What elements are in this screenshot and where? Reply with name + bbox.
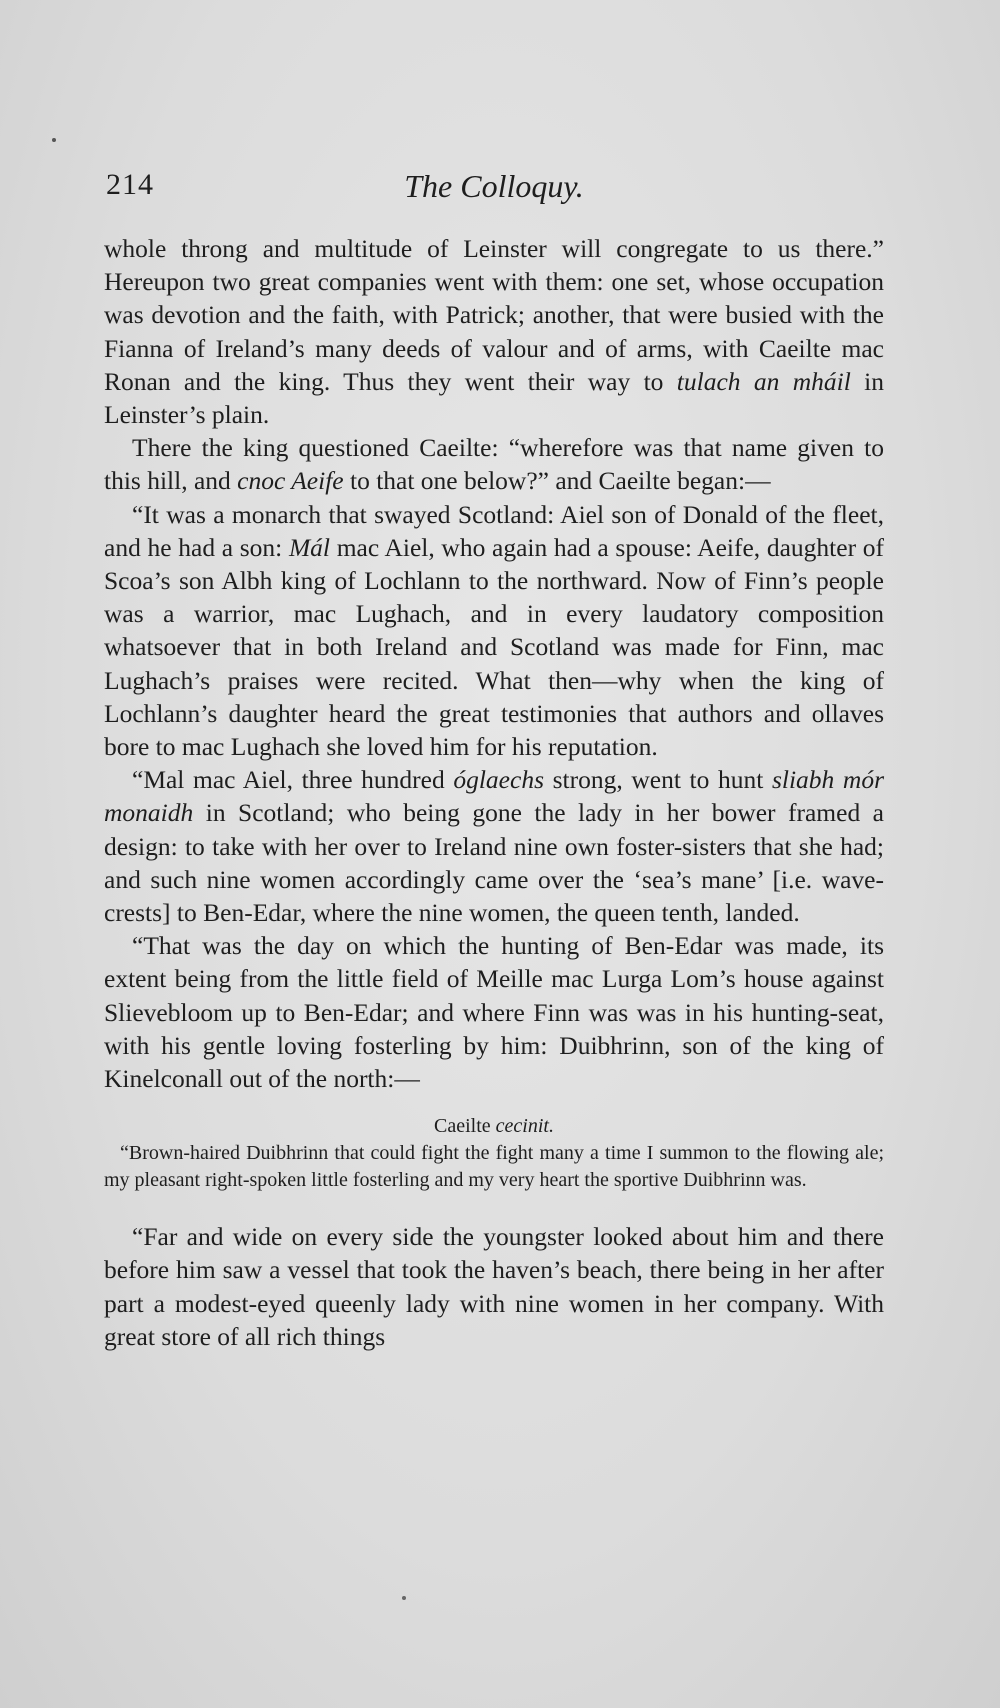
italic-term: Mál [288, 532, 331, 562]
paragraph-2 [104, 431, 884, 497]
speck-mark [52, 138, 56, 142]
text-run: whole throng and multitude of Leinster will congregate to us there.” Hereupon two great companies went with them: one set, whose occupation was devotion and the faith, with Patrick; another, that were busied with the Fianna of Ireland’s many deeds of valour and of arms, with Caeilte mac Ronan and the king. Thus they went their way to [104, 234, 884, 396]
italic-term: óglaechs [453, 765, 544, 795]
italic-term: sliabh mór monaidh [104, 765, 885, 828]
paragraph-3 [104, 498, 884, 764]
text-run: mac Aiel, who again had a spouse: Aeife, daughter of Scoa’s son Albh king of Lochlann to the northward. Now of Finn’s people was a warrior, mac Lughach, and in every laudatory composition whatsoever that in both Ireland and Scotland was made for Finn, mac Lughach’s praises were recited. What then—why when the king of Lochlann’s daughter heard the great testimonies that authors and ollaves bore to mac Lughach she loved him for his reputation. [104, 532, 884, 762]
verse-text: “Brown-haired Duibhrinn that could fight the fight many a time I summon to the flowing ale; my pleasant right-spoken little fosterling and my very heart the sportive Duibhrinn was. [104, 1142, 884, 1192]
verse-heading [104, 1113, 884, 1140]
verse-block [104, 1113, 884, 1194]
italic-term: cnoc Aeife [237, 466, 344, 496]
italic-term: tulach an mháil [676, 366, 851, 396]
paragraph-4 [104, 763, 884, 929]
speck-mark [402, 1596, 406, 1600]
paragraph-1 [104, 232, 884, 431]
paragraph-final: “Far and wide on every side the youngster looked about him and there before him saw a vessel that took the haven’s beach, there being in her after part a modest-eyed queenly lady with nine women in her company. With great store of all rich things [104, 1222, 884, 1351]
text-run: in Scotland; who being gone the lady in her bower framed a design: to take with her over to Ireland nine own foster-sisters that she had; and such nine women accordingly came over the ‘sea’s mane’ [i.e. wave-crests] to Ben-Edar, where the nine women, the queen tenth, landed. [104, 798, 884, 928]
text-run: strong, went to hunt [544, 765, 772, 795]
page-body [104, 232, 884, 1353]
page-number: 214 [106, 168, 154, 201]
text-run: “Mal mac Aiel, three hundred [132, 765, 454, 795]
text-run: There the king questioned Caeilte: “wherefore was that name given to this hill, and [104, 433, 884, 496]
verse-heading-name: Caeilte [434, 1115, 491, 1138]
text-run: in Leinster’s plain. [104, 366, 884, 430]
verse-heading-word: cecinit. [495, 1115, 554, 1138]
page-header [106, 168, 882, 218]
text-run: to that one below?” and Caeilte began:— [343, 466, 771, 496]
text-run: “That was the day on which the hunting of Ben-Edar was made, its extent being from the little field of Meille mac Lurga Lom’s house against Slievebloom up to Ben-Edar; and where Finn was was in his hunting-seat, with his gentle loving fosterling by him: Duibhrinn, son of the king of Kinelconall out of the north:— [104, 931, 884, 1094]
paragraph-5 [104, 929, 884, 1095]
text-run: “It was a monarch that swayed Scotland: Aiel son of Donald of the fleet, and he had a son: [104, 499, 884, 562]
running-title: The Colloquy. [404, 168, 584, 204]
